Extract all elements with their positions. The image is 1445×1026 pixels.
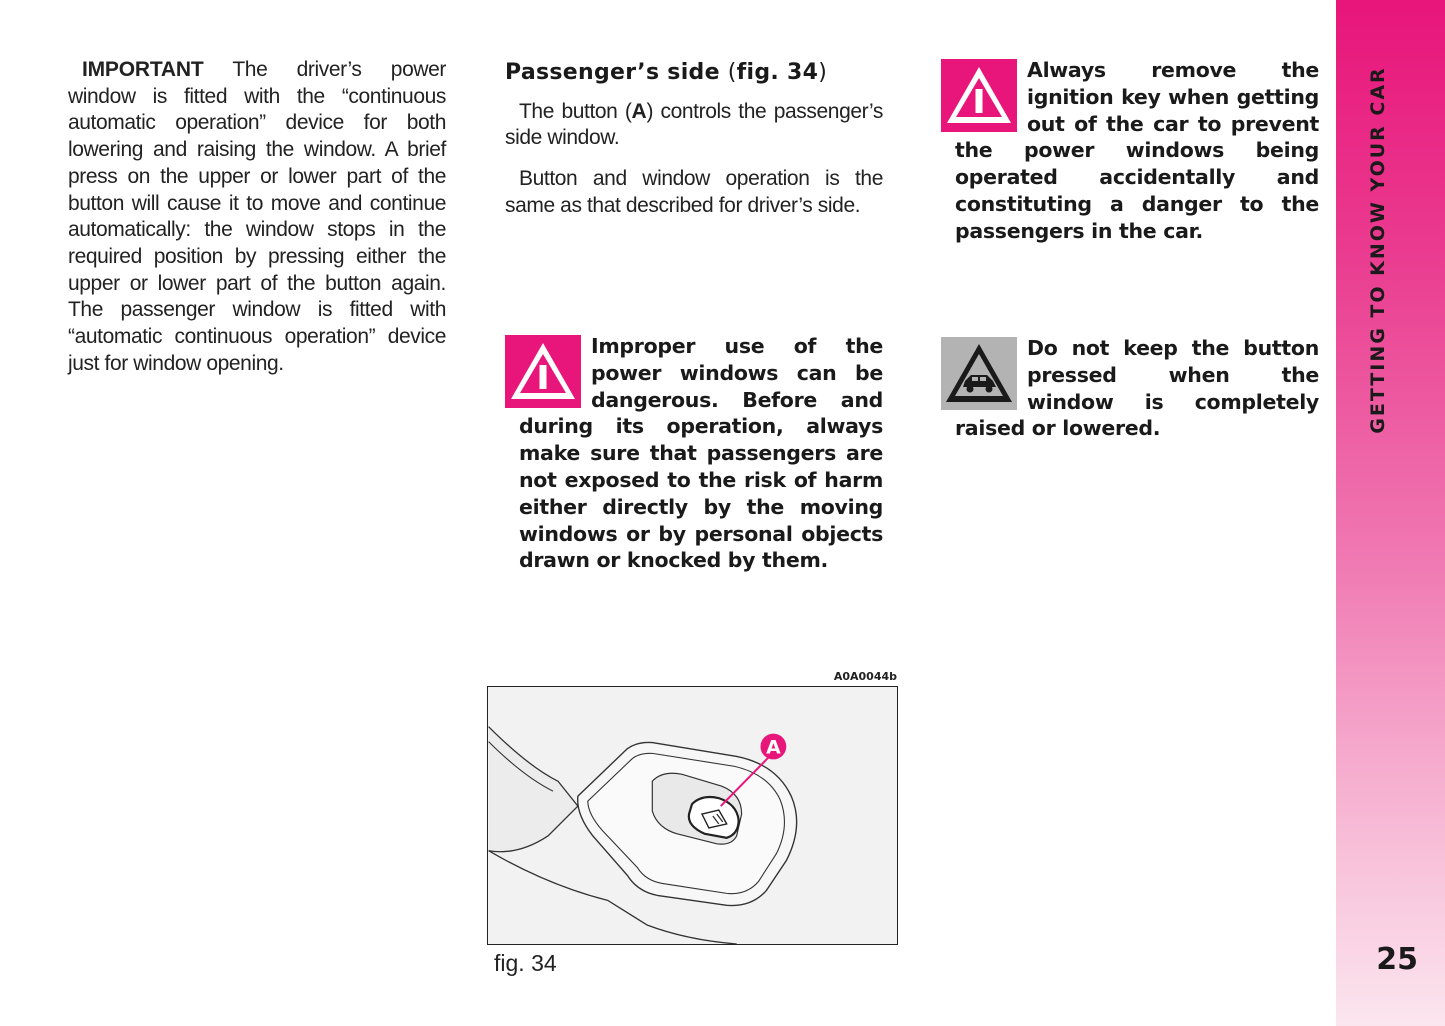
chapter-sidebar xyxy=(1336,0,1445,1026)
warning-triangle-icon xyxy=(505,335,581,408)
warning-ignition-text: Always remove the ignition key when getting out of the car to prevent the power windows being operated accidentally and constituting a danger to the passengers in the car. xyxy=(955,58,1319,243)
heading-paren-close: ) xyxy=(818,60,828,85)
para1-text-start: The button ( xyxy=(519,99,632,123)
paragraph-button xyxy=(505,99,883,152)
car-warning-icon xyxy=(941,337,1017,410)
button-key-label: A xyxy=(631,99,647,123)
section-heading xyxy=(505,60,883,87)
figure-34-illustration xyxy=(487,686,898,945)
heading-fig-ref: fig. 34 xyxy=(736,60,819,85)
important-text: The driver’s power window is fitted with the “continuous automatic operation” device for both lowering and raising the window. A brief press on the upper or lower part of the button will cause it to move and continue automatically: the window stops in the required position by pressing either the upper or lower part of the button again. The passenger window is fitted with “automatic continuous operation” device just for window opening. xyxy=(68,58,446,375)
heading-paren-open: ( xyxy=(727,60,737,85)
warning-triangle-icon xyxy=(941,59,1017,132)
callout-a-label: A xyxy=(766,737,781,759)
page-number: 25 xyxy=(1376,942,1418,977)
warning-button-text: Do not keep the button pressed when the window is completely raised or lowered. xyxy=(955,336,1319,441)
paragraph-operation: Button and window operation is the same as that described for driver’s side. xyxy=(505,167,883,217)
para1-text-end: ) controls the passenger’s side window. xyxy=(505,99,883,150)
chapter-title: GETTING TO KNOW YOUR CAR xyxy=(1367,66,1389,434)
warning-button-pressed xyxy=(941,335,1319,442)
important-paragraph xyxy=(68,57,446,377)
important-note xyxy=(68,57,446,377)
heading-title: Passenger’s side xyxy=(505,60,728,85)
figure-code: A0A0044b xyxy=(833,670,897,683)
warning-improper-use xyxy=(505,333,883,574)
important-label: IMPORTANT xyxy=(82,58,204,81)
window-switch-drawing xyxy=(488,687,897,944)
warning-ignition-key xyxy=(941,57,1319,245)
warning-improper-text: Improper use of the power windows can be dangerous. Before and during its operation, always make sure that passengers are not exposed to the risk of harm either directly by the moving windows or by personal objects drawn or knocked by them. xyxy=(519,334,883,573)
figure-caption: fig. 34 xyxy=(494,950,557,976)
passenger-side-section xyxy=(505,60,883,234)
